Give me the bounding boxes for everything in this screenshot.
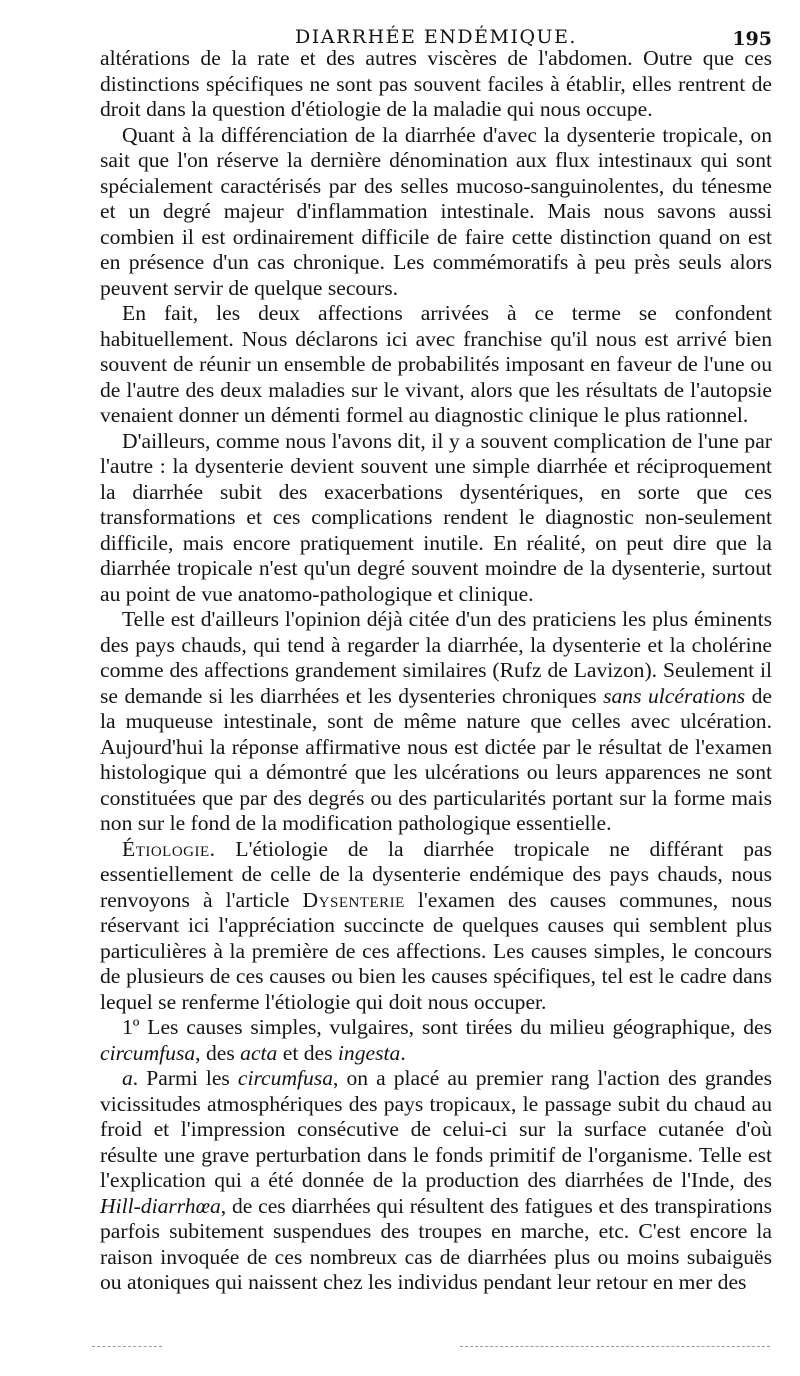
text-run: et des (277, 1040, 338, 1065)
text-run: Quant à la différenciation de la diarrhée d'avec la dysenterie tropicale, on sait que l'on réserve la dernière dénomination aux flux intestinaux qui sont spécialement caractérisés par des selles mucoso-sanguinolentes, du ténesme et un degré majeur d'inflammation intestinale. Mais nous savons aussi combien il est ordinairement difficile de faire cette distinction quand on est en présence d'un cas chronique. Les commémoratifs à peu près seuls alors peuvent servir de quelque secours. (100, 122, 772, 300)
italic-run: a (122, 1066, 133, 1090)
text-run: . Parmi les (132, 1066, 238, 1090)
small-caps-run: Dysenterie (302, 887, 405, 912)
text-run: , de ces diarrhées qui résultent des fatigues et des transpirations parfois subitement suspendues des troupes en marche, etc. C'est encore la raison invoquée de ces nombreux cas de diarrhées plus ou moins subaiguës ou atoniques qui naissent chez les individus pendant leur retour en mer des (100, 1193, 772, 1294)
text-run: de la muqueuse intestinale, sont de même nature que celles avec ulcération. Aujourd'hui la réponse affirmative nous est dictée par le résultat de l'examen histologique qui a démontré que les ulcérations ou leurs apparences ne sont constituées que par des degrés ou des particularités portant sur la forme mais non sur le fond de la modification pathologique essentielle. (100, 683, 772, 835)
paragraph (100, 1066, 772, 1296)
italic-run: circumfusa (237, 1066, 334, 1090)
text-run: Telle est d'ailleurs l'opinion déjà citée d'un des praticiens les plus éminents des pays chauds, qui tend à regarder la diarrhée, la dysenterie et la cholérine comme des affections grandement similaires (Rufz de Lavizon). Seulement il se demande si les diarrhées et les dysenteries chroniques (100, 607, 772, 708)
paragraph (100, 1015, 772, 1066)
paragraph (100, 46, 772, 123)
small-caps-run: Étiologie. (122, 836, 216, 861)
footer-rule-right (460, 1346, 770, 1347)
paragraph (100, 123, 772, 302)
body-text (100, 46, 772, 1296)
text-run: l'examen des causes communes, nous réservant ici l'appréciation succincte de quelques causes qui semblent plus particulières à la première de ces affections. Les causes simples, le concours de plusieurs de ces causes ou bien les causes spécifiques, tel est le cadre dans lequel se renferme l'étiologie qui doit nous occuper. (100, 887, 772, 1014)
paragraph (100, 607, 772, 837)
text-run: altérations de la rate et des autres viscères de l'abdomen. Outre que ces distinctions spécifiques ne sont pas souvent faciles à établir, elles rentrent de droit dans la question d'étiologie de la maladie qui nous occupe. (100, 46, 772, 121)
page-number: 195 (732, 28, 772, 50)
running-title: DIARRHÉE ENDÉMIQUE. (295, 26, 577, 48)
text-run: . (400, 1040, 406, 1065)
footer-rule-left (92, 1346, 162, 1347)
italic-run: ingesta (337, 1040, 401, 1065)
italic-run: acta (240, 1040, 278, 1065)
text-run: 1º Les causes simples, vulgaires, sont tirées du milieu géographique, des (122, 1015, 772, 1039)
paragraph (100, 429, 772, 608)
text-run: En fait, les deux affections arrivées à ce terme se confondent habituellement. Nous déclarons ici avec franchise qu'il nous est arrivé bien souvent de réunir un ensemble de probabilités imposant en faveur de l'une ou de l'autre des deux maladies sur le vivant, alors que les résultats de l'autopsie venaient donner un démenti formel au diagnostic clinique le plus rationnel. (100, 301, 772, 427)
text-run: L'étiologie de la diarrhée tropicale ne différant pas essentiellement de celle de la dysenterie endémique des pays chauds, nous renvoyons à l'article (100, 836, 772, 912)
italic-run: Hill-diarrhœa (100, 1193, 221, 1218)
text-run: , des (195, 1040, 241, 1065)
italic-run: circumfusa (100, 1040, 196, 1065)
text-run: , on a placé au premier rang l'action des grandes vicissitudes atmosphériques des pays tropicaux, le passage subit du chaud au froid et l'impression consécutive de celui-ci sur la surface cutanée d'où résulte une grave perturbation dans le fonds primitif de l'organisme. Telle est l'explication qui a été donnée de la production des diarrhées de l'Inde, des (100, 1066, 772, 1192)
text-run: D'ailleurs, comme nous l'avons dit, il y a souvent complication de l'une par l'autre : la dysenterie devient souvent une simple diarrhée et réciproquement la diarrhée subit des exacerbations dysentériques, en sorte que ces transformations et ces complications rendent le diagnostic non-seulement difficile, mais encore pratiquement inutile. En réalité, on peut dire que la diarrhée tropicale n'est qu'un degré souvent moindre de la dysenterie, surtout au point de vue anatomo-pathologique et clinique. (100, 428, 772, 606)
paragraph (100, 301, 772, 429)
paragraph (100, 837, 772, 1016)
italic-run: sans ulcérations (603, 683, 746, 708)
